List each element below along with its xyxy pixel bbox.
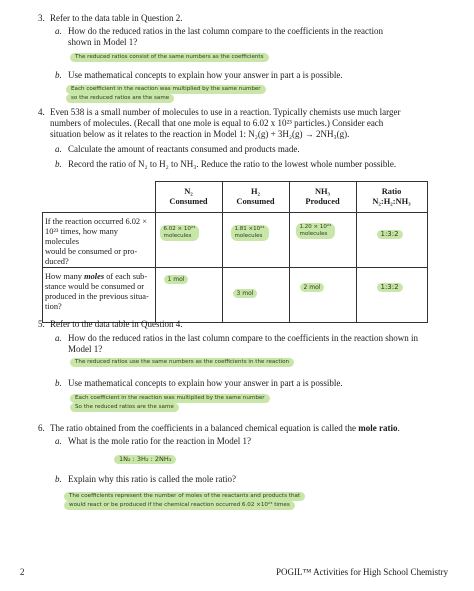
row2-q-line4: tion? xyxy=(45,301,62,311)
q4b-label: b. xyxy=(55,159,62,169)
row1-n2-cell xyxy=(155,212,222,267)
table-header-row xyxy=(43,182,428,213)
row1-ratio-cell xyxy=(356,212,427,267)
header-n2-line1: N₂ xyxy=(184,186,193,196)
row1-nh3-value: 1.20 × 10²⁴ xyxy=(299,223,332,230)
q5a-line1: How do the reduced ratios in the last column compare to the coefficients in the reaction shown in xyxy=(68,333,418,343)
row2-ratio-cell xyxy=(356,267,427,322)
header-ratio-line2: N₂:H₂:NH₃ xyxy=(372,196,411,206)
page-number: 2 xyxy=(20,567,25,577)
q4b-text: Record the ratio of N₂ to H₂ to NH₃. Reduce the ratio to the lowest whole number possible. xyxy=(68,159,397,169)
q5b-label: b. xyxy=(55,378,62,388)
row2-question xyxy=(43,267,156,322)
q4a-text: Calculate the amount of reactants consumed and products made. xyxy=(68,144,300,154)
footer-title: POGIL™ Activities for High School Chemistry xyxy=(276,567,449,577)
q6-text-bold: mole ratio xyxy=(358,423,398,433)
row2-nh3-cell xyxy=(289,267,356,322)
q5-text: Refer to the data table in Question 4. xyxy=(50,319,183,329)
q4-line2: numbers of molecules. (Recall that one mole is equal to 6.02 x 10²³ particles.) Consider each xyxy=(50,118,384,128)
row1-nh3-cell xyxy=(289,212,356,267)
row1-h2-cell xyxy=(222,212,289,267)
q5a-line2: Model 1? xyxy=(68,344,103,354)
table-row xyxy=(43,267,428,322)
row2-ratio-answer: 1:3:2 xyxy=(377,283,403,292)
row1-q-line3: would be consumed or pro- xyxy=(45,246,138,256)
q5-number: 5. xyxy=(38,319,45,329)
q5b-answer-line2: So the reduced ratios are the same xyxy=(70,403,179,412)
q6-text-post: . xyxy=(397,423,400,433)
q6b-label: b. xyxy=(55,474,62,484)
mole-data-table xyxy=(42,181,428,323)
q6a-answer: 1N₂ : 3H₂ : 2NH₃ xyxy=(114,455,176,464)
row2-n2-answer: 1 mol xyxy=(164,275,189,284)
q3a-answer: The reduced ratios consist of the same numbers as the coefficients xyxy=(70,53,269,62)
row1-q-line2: 10²³ times, how many molecules xyxy=(45,226,118,246)
q6-text xyxy=(50,423,400,434)
q6a-label: a. xyxy=(55,436,62,446)
header-nh3 xyxy=(289,182,356,213)
q6-text-pre: The ratio obtained from the coefficients in a balanced chemical equation is called the xyxy=(50,423,359,433)
row1-question xyxy=(43,212,156,267)
header-n2 xyxy=(155,182,222,213)
row1-n2-value: 6.02 × 10²³ xyxy=(163,225,196,232)
header-h2-line2: Consumed xyxy=(236,196,275,206)
q6a-text: What is the mole ratio for the reaction in Model 1? xyxy=(68,436,251,446)
q6b-answer-line2: would react or be produced if the chemical reaction occurred 6.02 ×10²³ times xyxy=(64,501,295,510)
header-ratio-line1: Ratio xyxy=(381,186,402,196)
header-nh3-line2: Produced xyxy=(305,196,340,206)
header-h2-line1: H₂ xyxy=(250,186,261,196)
row2-n2-cell xyxy=(155,267,222,322)
row2-q-line1: How many moles of each sub- xyxy=(45,271,148,281)
row1-nh3-unit: molecules xyxy=(299,230,328,237)
q3-number: 3. xyxy=(38,13,45,23)
q3b-text: Use mathematical concepts to explain how your answer in part a is possible. xyxy=(68,70,343,80)
row1-n2-unit: molecules xyxy=(163,232,192,239)
row1-q-line1: If the reaction occurred 6.02 × xyxy=(45,216,147,226)
q3a-line1: How do the reduced ratios in the last column compare to the coefficients in the reaction xyxy=(68,26,383,36)
header-nh3-line1: NH₃ xyxy=(314,186,331,196)
header-h2 xyxy=(222,182,289,213)
row1-h2-answer xyxy=(231,225,269,241)
row2-q-line3: produced in the previous situa- xyxy=(45,291,149,301)
q5a-answer: The reduced ratios use the same numbers as the coefficients in the reaction xyxy=(70,358,294,367)
q3b-label: b. xyxy=(55,70,62,80)
q6b-answer-line1: The coefficients represent the number of moles of the reactants and products that xyxy=(64,492,305,501)
row2-h2-cell xyxy=(222,267,289,322)
q6b-text: Explain why this ratio is called the mole ratio? xyxy=(68,474,236,484)
q4-line3: situation below as it relates to the reaction in Model 1: N₂(g) + 3H₂(g) → 2NH₃(g). xyxy=(50,129,350,139)
row1-h2-value: 1.81 ×10²⁴ xyxy=(234,225,265,232)
q3a-label: a. xyxy=(55,26,62,36)
row1-nh3-answer xyxy=(296,223,336,239)
table-corner-cell xyxy=(43,182,156,213)
q4-number: 4. xyxy=(38,107,45,117)
row1-h2-unit: molecules xyxy=(234,232,263,239)
q3b-answer-line2: so the reduced ratios are the same xyxy=(66,94,174,103)
q5b-text: Use mathematical concepts to explain how your answer in part a is possible. xyxy=(68,378,343,388)
row2-q-line2: stance would be consumed or xyxy=(45,281,145,291)
q3a-line2: shown in Model 1? xyxy=(68,37,138,47)
q5b-answer-line1: Each coefficient in the reaction was multiplied by the same number xyxy=(70,394,270,403)
header-n2-line2: Consumed xyxy=(169,196,208,206)
q4-line1: Even 538 is a small number of molecules to use in a reaction. Typically chemists use much larger xyxy=(50,107,401,117)
q3-text: Refer to the data table in Question 2. xyxy=(50,13,183,23)
q4a-label: a. xyxy=(55,144,62,154)
row1-q-line4: duced? xyxy=(45,256,69,266)
row1-n2-answer xyxy=(160,225,200,241)
header-ratio xyxy=(356,182,427,213)
row2-h2-answer: 3 mol xyxy=(233,289,258,298)
row2-nh3-answer: 2 mol xyxy=(300,283,325,292)
table-row xyxy=(43,212,428,267)
q6-number: 6. xyxy=(38,423,45,433)
row1-ratio-answer: 1:3:2 xyxy=(377,230,403,239)
q5a-label: a. xyxy=(55,333,62,343)
q3b-answer-line1: Each coefficient in the reaction was multiplied by the same number xyxy=(66,85,266,94)
